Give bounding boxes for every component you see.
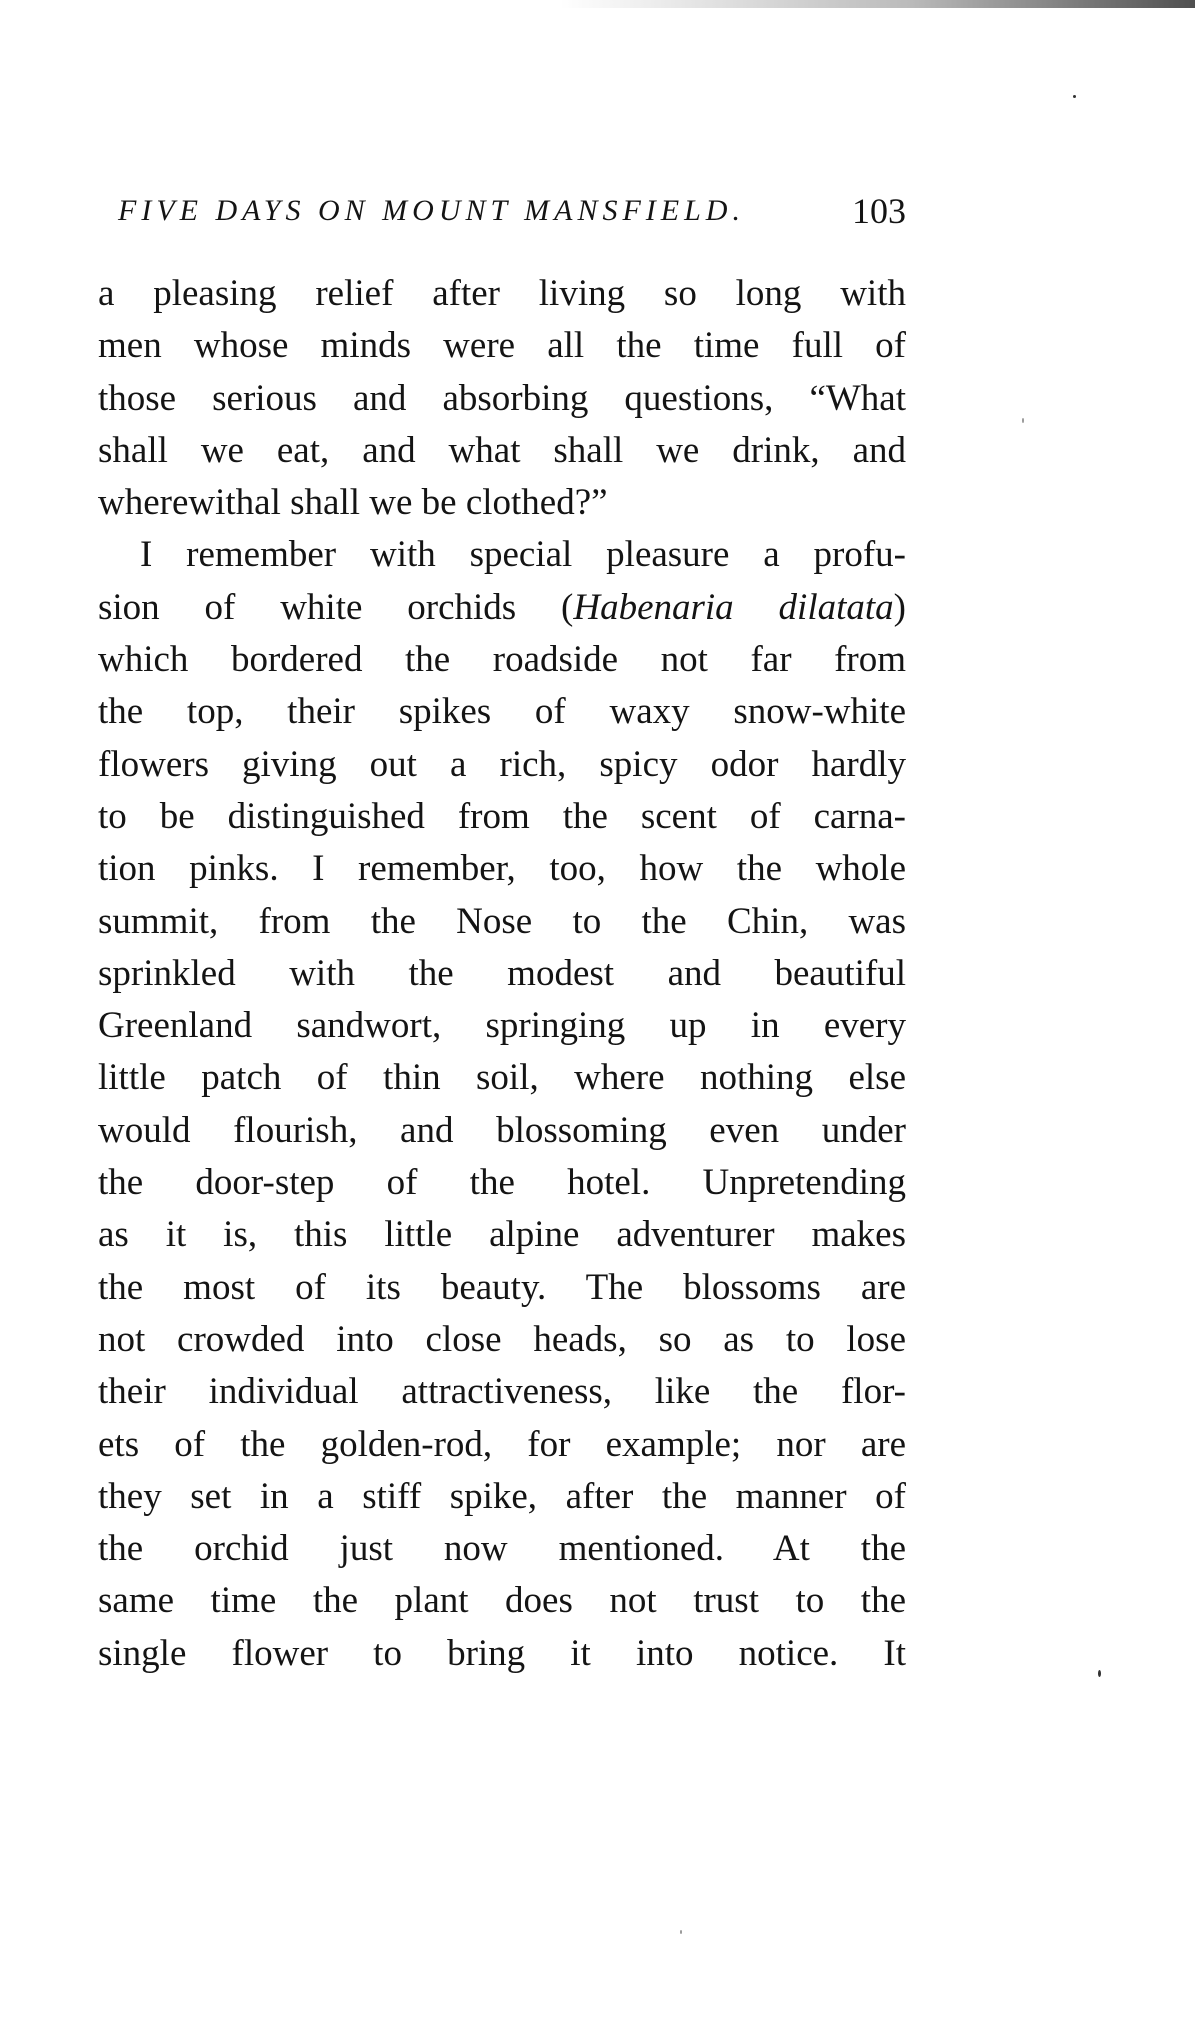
text-line: shall we eat, and what shall we drink, and (98, 429, 906, 471)
text-line: same time the plant does not trust to the (98, 1580, 906, 1622)
page-number: 103 (852, 191, 906, 231)
scan-speck (1022, 418, 1024, 423)
text-line: men whose minds were all the time full of (98, 325, 906, 367)
text-line: as it is, this little alpine adventurer makes (98, 1214, 906, 1256)
text-line: the orchid just now mentioned. At the (98, 1528, 906, 1570)
text-line: ets of the golden-rod, for example; nor are (98, 1423, 906, 1465)
text-line: wherewithal shall we be clothed?” (98, 482, 608, 524)
text-line: the top, their spikes of waxy snow-white (98, 691, 906, 733)
text-line: Greenland sandwort, springing up in every (98, 1005, 906, 1047)
text-fragment: ) (893, 586, 906, 628)
text-line: little patch of thin soil, where nothing else (98, 1057, 906, 1099)
text-line: a pleasing relief after living so long with (98, 273, 906, 314)
text-line: flowers giving out a rich, spicy odor hardly (98, 743, 906, 785)
species-name: Habenaria dilatata (573, 586, 894, 628)
text-line: the most of its beauty. The blossoms are (98, 1266, 906, 1308)
text-line: their individual attractiveness, like the flor- (98, 1371, 906, 1413)
scan-speck (680, 1930, 682, 1934)
text-line-with-italic (98, 582, 906, 634)
running-head (118, 190, 906, 240)
body-text (98, 268, 906, 1680)
text-line: summit, from the Nose to the Chin, was (98, 900, 906, 942)
text-line: I remember with special pleasure a profu- (140, 534, 906, 576)
running-title: FIVE DAYS ON MOUNT MANSFIELD. (118, 194, 745, 227)
scan-edge-mark (560, 0, 1195, 8)
text-line: would flourish, and blossoming even under (98, 1109, 906, 1151)
text-line: which bordered the roadside not far from (98, 639, 906, 681)
text-line: those serious and absorbing questions, “What (98, 377, 906, 419)
scan-speck (1098, 1670, 1101, 1677)
text-line: they set in a stiff spike, after the manner of (98, 1475, 906, 1517)
text-fragment: sion of white orchids ( (98, 586, 574, 628)
text-line: the door-step of the hotel. Unpretending (98, 1162, 906, 1204)
text-line: tion pinks. I remember, too, how the whole (98, 848, 906, 890)
scan-speck (1073, 95, 1076, 98)
text-line: single flower to bring it into notice. It (98, 1632, 906, 1674)
text-line: sprinkled with the modest and beautiful (98, 952, 906, 994)
text-line: not crowded into close heads, so as to lose (98, 1318, 906, 1360)
text-line: to be distinguished from the scent of carna- (98, 795, 906, 837)
